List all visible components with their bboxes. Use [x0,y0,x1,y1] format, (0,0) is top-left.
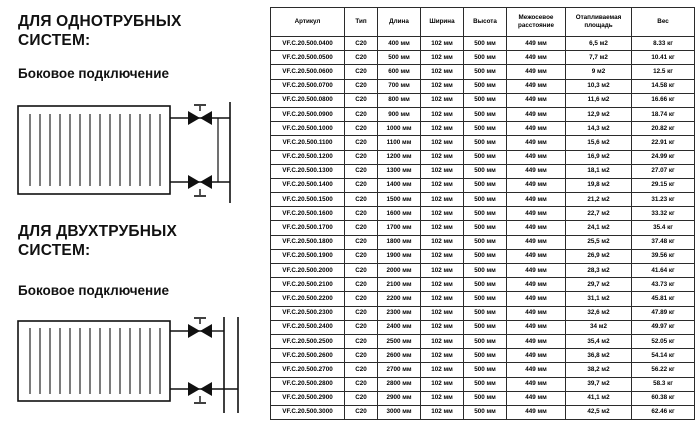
cell-center-distance: 449 мм [507,235,566,249]
cell-heated-area: 25,5 м2 [566,235,632,249]
cell-heated-area: 22,7 м2 [566,207,632,221]
cell-length: 2400 мм [378,320,421,334]
cell-type: C20 [345,349,378,363]
cell-length: 1300 мм [378,164,421,178]
cell-length: 1900 мм [378,249,421,263]
cell-length: 2500 мм [378,334,421,348]
cell-type: C20 [345,249,378,263]
cell-width: 102 мм [421,377,464,391]
cell-weight: 8.33 кг [632,37,695,51]
cell-weight: 31.23 кг [632,193,695,207]
cell-type: C20 [345,122,378,136]
cell-length: 2200 мм [378,292,421,306]
cell-width: 102 мм [421,51,464,65]
cell-length: 2600 мм [378,349,421,363]
cell-center-distance: 449 мм [507,207,566,221]
cell-type: C20 [345,65,378,79]
cell-width: 102 мм [421,193,464,207]
cell-weight: 60.38 кг [632,391,695,405]
cell-weight: 14.58 кг [632,79,695,93]
cell-type: C20 [345,79,378,93]
cell-center-distance: 449 мм [507,93,566,107]
cell-type: C20 [345,264,378,278]
cell-heated-area: 6,5 м2 [566,37,632,51]
cell-heated-area: 16,9 м2 [566,150,632,164]
cell-length: 600 мм [378,65,421,79]
cell-article: VF.C.20.500.2000 [271,264,345,278]
cell-article: VF.C.20.500.0400 [271,37,345,51]
cell-length: 1100 мм [378,136,421,150]
cell-heated-area: 31,1 м2 [566,292,632,306]
cell-width: 102 мм [421,207,464,221]
cell-article: VF.C.20.500.1400 [271,178,345,192]
table-row [271,37,695,51]
table-row [271,278,695,292]
cell-length: 400 мм [378,37,421,51]
cell-weight: 20.82 кг [632,122,695,136]
cell-article: VF.C.20.500.0900 [271,107,345,121]
cell-height: 500 мм [464,193,507,207]
cell-heated-area: 21,2 м2 [566,193,632,207]
cell-length: 1200 мм [378,150,421,164]
cell-length: 800 мм [378,93,421,107]
cell-center-distance: 449 мм [507,249,566,263]
cell-center-distance: 449 мм [507,264,566,278]
single-pipe-radiator-diagram [12,100,256,205]
cell-heated-area: 28,3 м2 [566,264,632,278]
cell-heated-area: 42,5 м2 [566,405,632,419]
table-row [271,150,695,164]
column-header-width: Ширина [421,8,464,37]
cell-article: VF.C.20.500.1800 [271,235,345,249]
cell-center-distance: 449 мм [507,278,566,292]
cell-heated-area: 39,7 м2 [566,377,632,391]
cell-weight: 12.5 кг [632,65,695,79]
cell-width: 102 мм [421,37,464,51]
cell-article: VF.C.20.500.2600 [271,349,345,363]
cell-heated-area: 19,8 м2 [566,178,632,192]
table-row [271,249,695,263]
cell-weight: 47.89 кг [632,306,695,320]
cell-height: 500 мм [464,221,507,235]
column-header-weight: Вес [632,8,695,37]
table-row [271,221,695,235]
cell-center-distance: 449 мм [507,122,566,136]
table-row [271,334,695,348]
cell-article: VF.C.20.500.1100 [271,136,345,150]
cell-width: 102 мм [421,107,464,121]
cell-weight: 43.73 кг [632,278,695,292]
cell-length: 2800 мм [378,377,421,391]
cell-height: 500 мм [464,93,507,107]
table-row [271,349,695,363]
cell-weight: 41.64 кг [632,264,695,278]
cell-center-distance: 449 мм [507,150,566,164]
cell-article: VF.C.20.500.2300 [271,306,345,320]
cell-height: 500 мм [464,391,507,405]
cell-type: C20 [345,150,378,164]
cell-height: 500 мм [464,122,507,136]
cell-article: VF.C.20.500.1300 [271,164,345,178]
cell-center-distance: 449 мм [507,164,566,178]
single-pipe-subheading: Боковое подключение [18,66,170,81]
table-row [271,107,695,121]
cell-article: VF.C.20.500.2500 [271,334,345,348]
cell-heated-area: 24,1 м2 [566,221,632,235]
cell-center-distance: 449 мм [507,306,566,320]
cell-length: 2000 мм [378,264,421,278]
cell-height: 500 мм [464,235,507,249]
column-header-heated-area: Отапливаемая площадь [566,8,632,37]
cell-height: 500 мм [464,405,507,419]
cell-weight: 49.97 кг [632,320,695,334]
cell-length: 2900 мм [378,391,421,405]
cell-height: 500 мм [464,37,507,51]
cell-article: VF.C.20.500.2700 [271,363,345,377]
cell-length: 1800 мм [378,235,421,249]
cell-article: VF.C.20.500.1600 [271,207,345,221]
cell-heated-area: 36,8 м2 [566,349,632,363]
cell-type: C20 [345,178,378,192]
cell-length: 2700 мм [378,363,421,377]
cell-height: 500 мм [464,107,507,121]
cell-article: VF.C.20.500.0500 [271,51,345,65]
table-row [271,363,695,377]
cell-type: C20 [345,193,378,207]
cell-article: VF.C.20.500.1500 [271,193,345,207]
cell-height: 500 мм [464,207,507,221]
cell-width: 102 мм [421,178,464,192]
cell-center-distance: 449 мм [507,349,566,363]
table-row [271,306,695,320]
cell-length: 1700 мм [378,221,421,235]
cell-type: C20 [345,37,378,51]
cell-center-distance: 449 мм [507,221,566,235]
table-row [271,405,695,419]
table-row [271,65,695,79]
diagrams-panel [0,0,268,421]
cell-width: 102 мм [421,79,464,93]
table-row [271,164,695,178]
cell-length: 900 мм [378,107,421,121]
cell-width: 102 мм [421,136,464,150]
cell-type: C20 [345,164,378,178]
cell-heated-area: 15,6 м2 [566,136,632,150]
cell-length: 2100 мм [378,278,421,292]
cell-weight: 56.22 кг [632,363,695,377]
cell-weight: 16.66 кг [632,93,695,107]
cell-width: 102 мм [421,235,464,249]
cell-type: C20 [345,363,378,377]
cell-weight: 37.48 кг [632,235,695,249]
cell-center-distance: 449 мм [507,37,566,51]
cell-width: 102 мм [421,122,464,136]
cell-length: 1600 мм [378,207,421,221]
cell-weight: 54.14 кг [632,349,695,363]
cell-length: 1400 мм [378,178,421,192]
table-row [271,207,695,221]
cell-heated-area: 14,3 м2 [566,122,632,136]
table-row [271,320,695,334]
two-pipe-heading: ДЛЯ ДВУХТРУБНЫХ СИСТЕМ: [18,223,178,259]
table-row [271,136,695,150]
column-header-length: Длина [378,8,421,37]
table-row [271,93,695,107]
cell-height: 500 мм [464,65,507,79]
cell-heated-area: 7,7 м2 [566,51,632,65]
cell-center-distance: 449 мм [507,320,566,334]
cell-width: 102 мм [421,334,464,348]
cell-height: 500 мм [464,320,507,334]
cell-heated-area: 32,6 м2 [566,306,632,320]
cell-heated-area: 38,2 м2 [566,363,632,377]
cell-length: 3000 мм [378,405,421,419]
two-pipe-subheading: Боковое подключение [18,283,170,298]
cell-height: 500 мм [464,306,507,320]
cell-heated-area: 41,1 м2 [566,391,632,405]
cell-height: 500 мм [464,79,507,93]
column-header-article: Артикул [271,8,345,37]
cell-length: 500 мм [378,51,421,65]
cell-length: 1500 мм [378,193,421,207]
cell-center-distance: 449 мм [507,65,566,79]
cell-article: VF.C.20.500.2900 [271,391,345,405]
cell-width: 102 мм [421,306,464,320]
cell-article: VF.C.20.500.0700 [271,79,345,93]
cell-heated-area: 18,1 м2 [566,164,632,178]
cell-height: 500 мм [464,249,507,263]
cell-article: VF.C.20.500.2400 [271,320,345,334]
cell-weight: 24.99 кг [632,150,695,164]
cell-heated-area: 9 м2 [566,65,632,79]
cell-heated-area: 35,4 м2 [566,334,632,348]
cell-type: C20 [345,306,378,320]
cell-type: C20 [345,136,378,150]
cell-type: C20 [345,93,378,107]
cell-weight: 10.41 кг [632,51,695,65]
cell-article: VF.C.20.500.2100 [271,278,345,292]
table-row [271,292,695,306]
cell-heated-area: 26,9 м2 [566,249,632,263]
cell-height: 500 мм [464,264,507,278]
cell-weight: 27.07 кг [632,164,695,178]
cell-width: 102 мм [421,349,464,363]
cell-heated-area: 29,7 м2 [566,278,632,292]
column-header-type: Тип [345,8,378,37]
cell-height: 500 мм [464,278,507,292]
cell-length: 1000 мм [378,122,421,136]
cell-center-distance: 449 мм [507,51,566,65]
table-row [271,377,695,391]
cell-weight: 58.3 кг [632,377,695,391]
cell-center-distance: 449 мм [507,391,566,405]
cell-type: C20 [345,235,378,249]
cell-article: VF.C.20.500.2200 [271,292,345,306]
cell-weight: 45.81 кг [632,292,695,306]
cell-article: VF.C.20.500.1900 [271,249,345,263]
column-header-center-distance: Межосевое расстояние [507,8,566,37]
table-row [271,264,695,278]
cell-length: 700 мм [378,79,421,93]
cell-type: C20 [345,391,378,405]
cell-article: VF.C.20.500.0600 [271,65,345,79]
cell-type: C20 [345,278,378,292]
cell-width: 102 мм [421,391,464,405]
two-pipe-radiator-diagram [12,315,256,415]
cell-height: 500 мм [464,51,507,65]
cell-width: 102 мм [421,405,464,419]
cell-width: 102 мм [421,150,464,164]
cell-width: 102 мм [421,65,464,79]
cell-center-distance: 449 мм [507,79,566,93]
cell-width: 102 мм [421,292,464,306]
table-header-row [271,8,695,37]
cell-article: VF.C.20.500.2800 [271,377,345,391]
cell-weight: 39.56 кг [632,249,695,263]
cell-width: 102 мм [421,278,464,292]
cell-weight: 52.05 кг [632,334,695,348]
cell-center-distance: 449 мм [507,136,566,150]
cell-center-distance: 449 мм [507,178,566,192]
cell-heated-area: 34 м2 [566,320,632,334]
cell-weight: 18.74 кг [632,107,695,121]
cell-height: 500 мм [464,292,507,306]
table-row [271,193,695,207]
cell-width: 102 мм [421,320,464,334]
specifications-table-container [270,7,694,420]
cell-type: C20 [345,320,378,334]
cell-type: C20 [345,377,378,391]
cell-center-distance: 449 мм [507,193,566,207]
cell-center-distance: 449 мм [507,377,566,391]
cell-center-distance: 449 мм [507,334,566,348]
cell-width: 102 мм [421,93,464,107]
cell-heated-area: 12,9 м2 [566,107,632,121]
cell-heated-area: 11,6 м2 [566,93,632,107]
table-row [271,235,695,249]
cell-article: VF.C.20.500.1200 [271,150,345,164]
table-row [271,178,695,192]
cell-type: C20 [345,405,378,419]
single-pipe-heading: ДЛЯ ОДНОТРУБНЫХ СИСТЕМ: [18,13,182,49]
cell-weight: 33.32 кг [632,207,695,221]
cell-type: C20 [345,221,378,235]
cell-type: C20 [345,292,378,306]
cell-width: 102 мм [421,164,464,178]
cell-height: 500 мм [464,363,507,377]
cell-length: 2300 мм [378,306,421,320]
cell-center-distance: 449 мм [507,292,566,306]
cell-weight: 35.4 кг [632,221,695,235]
cell-height: 500 мм [464,164,507,178]
cell-article: VF.C.20.500.1000 [271,122,345,136]
cell-height: 500 мм [464,377,507,391]
table-body [271,37,695,420]
cell-width: 102 мм [421,363,464,377]
cell-center-distance: 449 мм [507,405,566,419]
table-row [271,122,695,136]
cell-width: 102 мм [421,264,464,278]
cell-weight: 22.91 кг [632,136,695,150]
column-header-height: Высота [464,8,507,37]
cell-article: VF.C.20.500.1700 [271,221,345,235]
table-row [271,391,695,405]
cell-heated-area: 10,3 м2 [566,79,632,93]
cell-article: VF.C.20.500.0800 [271,93,345,107]
cell-height: 500 мм [464,178,507,192]
cell-width: 102 мм [421,249,464,263]
cell-weight: 29.15 кг [632,178,695,192]
cell-height: 500 мм [464,349,507,363]
cell-type: C20 [345,51,378,65]
cell-center-distance: 449 мм [507,363,566,377]
table-row [271,51,695,65]
cell-height: 500 мм [464,136,507,150]
cell-article: VF.C.20.500.3000 [271,405,345,419]
cell-weight: 62.46 кг [632,405,695,419]
cell-height: 500 мм [464,150,507,164]
cell-type: C20 [345,107,378,121]
cell-type: C20 [345,334,378,348]
cell-width: 102 мм [421,221,464,235]
table-row [271,79,695,93]
cell-center-distance: 449 мм [507,107,566,121]
cell-height: 500 мм [464,334,507,348]
specifications-table [270,7,695,420]
cell-type: C20 [345,207,378,221]
